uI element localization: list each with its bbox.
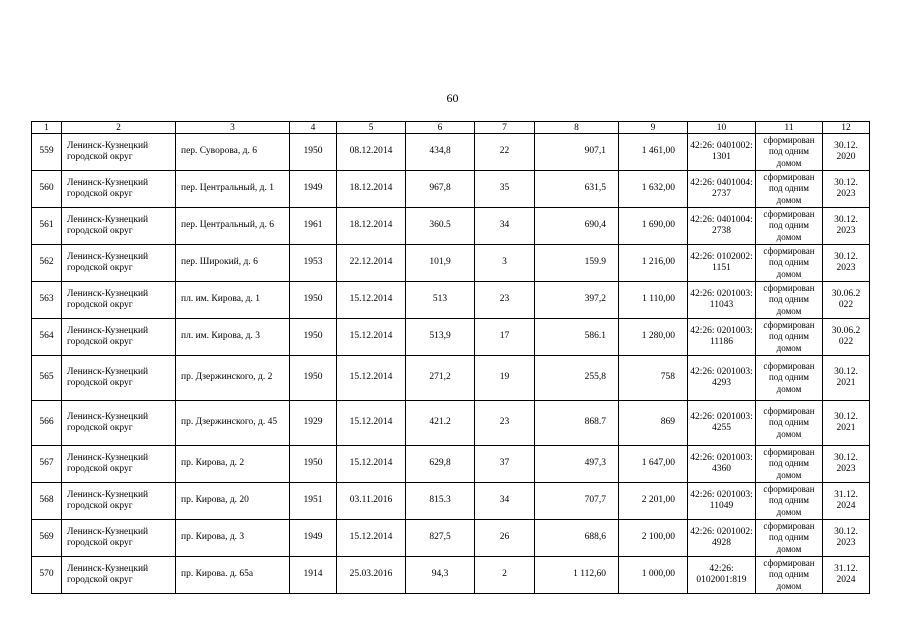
- date-cell: 15.12.2014: [337, 446, 406, 483]
- cadastral-number-cell: 42:26: 0401004: 2737: [688, 171, 756, 208]
- date-cell: 08.12.2014: [337, 134, 406, 171]
- row-number-cell: 569: [32, 520, 62, 557]
- cost-cell: 255,8: [535, 356, 619, 401]
- municipality-cell: Ленинск-Кузнецкий городской округ: [62, 134, 176, 171]
- cost-cell: 707,7: [535, 483, 619, 520]
- row-number-cell: 565: [32, 356, 62, 401]
- deadline-cell: 31.12. 2024: [823, 557, 870, 594]
- build-year-cell: 1950: [290, 134, 337, 171]
- column-header: 6: [406, 122, 475, 134]
- residents-cell: 23: [475, 282, 535, 319]
- residents-cell: 19: [475, 356, 535, 401]
- deadline-cell: 30.12. 2021: [823, 356, 870, 401]
- date-cell: 15.12.2014: [337, 319, 406, 356]
- row-number-cell: 566: [32, 401, 62, 446]
- rate-cell: 869: [619, 401, 688, 446]
- row-number-cell: 570: [32, 557, 62, 594]
- municipality-cell: Ленинск-Кузнецкий городской округ: [62, 446, 176, 483]
- municipality-cell: Ленинск-Кузнецкий городской округ: [62, 520, 176, 557]
- residents-cell: 17: [475, 319, 535, 356]
- row-number-cell: 568: [32, 483, 62, 520]
- land-status-cell: сформирован под одним домом: [756, 282, 823, 319]
- rate-cell: 1 000,00: [619, 557, 688, 594]
- table-row: [32, 356, 870, 401]
- deadline-cell: 31.12. 2024: [823, 483, 870, 520]
- land-status-cell: сформирован под одним домом: [756, 171, 823, 208]
- residents-cell: 26: [475, 520, 535, 557]
- land-status-cell: сформирован под одним домом: [756, 520, 823, 557]
- address-cell: пер. Суворова, д. 6: [176, 134, 290, 171]
- build-year-cell: 1951: [290, 483, 337, 520]
- rate-cell: 1 632,00: [619, 171, 688, 208]
- rate-cell: 758: [619, 356, 688, 401]
- land-status-cell: сформирован под одним домом: [756, 134, 823, 171]
- deadline-cell: 30.12. 2020: [823, 134, 870, 171]
- row-number-cell: 562: [32, 245, 62, 282]
- deadline-cell: 30.06.2 022: [823, 282, 870, 319]
- address-cell: пр. Кирова. д. 65а: [176, 557, 290, 594]
- cadastral-number-cell: 42:26: 0201003: 4293: [688, 356, 756, 401]
- cost-cell: 690,4: [535, 208, 619, 245]
- cost-cell: 631,5: [535, 171, 619, 208]
- area-cell: 434,8: [406, 134, 475, 171]
- page-number: 60: [446, 91, 459, 105]
- cadastral-number-cell: 42:26: 0201003: 11043: [688, 282, 756, 319]
- deadline-cell: 30.12. 2023: [823, 520, 870, 557]
- column-number-row: [32, 122, 870, 134]
- land-status-cell: сформирован под одним домом: [756, 356, 823, 401]
- date-cell: 15.12.2014: [337, 401, 406, 446]
- cadastral-number-cell: 42:26: 0102002: 1151: [688, 245, 756, 282]
- cadastral-number-cell: 42:26: 0401004: 2738: [688, 208, 756, 245]
- table-row: [32, 446, 870, 483]
- area-cell: 421.2: [406, 401, 475, 446]
- build-year-cell: 1961: [290, 208, 337, 245]
- area-cell: 513,9: [406, 319, 475, 356]
- cost-cell: 1 112,60: [535, 557, 619, 594]
- build-year-cell: 1929: [290, 401, 337, 446]
- row-number-cell: 564: [32, 319, 62, 356]
- municipality-cell: Ленинск-Кузнецкий городской округ: [62, 356, 176, 401]
- row-number-cell: 560: [32, 171, 62, 208]
- area-cell: 360.5: [406, 208, 475, 245]
- municipality-cell: Ленинск-Кузнецкий городской округ: [62, 171, 176, 208]
- cadastral-number-cell: 42:26: 0201003: 4255: [688, 401, 756, 446]
- rate-cell: 2 100,00: [619, 520, 688, 557]
- area-cell: 513: [406, 282, 475, 319]
- address-cell: пл. им. Кирова, д. 3: [176, 319, 290, 356]
- residents-cell: 35: [475, 171, 535, 208]
- residents-cell: 22: [475, 134, 535, 171]
- residents-cell: 3: [475, 245, 535, 282]
- address-cell: пр. Кирова, д. 20: [176, 483, 290, 520]
- date-cell: 18.12.2014: [337, 171, 406, 208]
- table-row: [32, 520, 870, 557]
- residents-cell: 23: [475, 401, 535, 446]
- land-status-cell: сформирован под одним домом: [756, 483, 823, 520]
- municipality-cell: Ленинск-Кузнецкий городской округ: [62, 245, 176, 282]
- municipality-cell: Ленинск-Кузнецкий городской округ: [62, 557, 176, 594]
- rate-cell: 2 201,00: [619, 483, 688, 520]
- table-row: [32, 171, 870, 208]
- area-cell: 629,8: [406, 446, 475, 483]
- date-cell: 25.03.2016: [337, 557, 406, 594]
- rate-cell: 1 280,00: [619, 319, 688, 356]
- table-row: [32, 483, 870, 520]
- cadastral-number-cell: 42:26: 0201003: 11049: [688, 483, 756, 520]
- address-cell: пр. Кирова, д. 3: [176, 520, 290, 557]
- area-cell: 94,3: [406, 557, 475, 594]
- cadastral-number-cell: 42:26: 0401002: 1301: [688, 134, 756, 171]
- address-cell: пр. Дзержинского, д. 45: [176, 401, 290, 446]
- column-header: 3: [176, 122, 290, 134]
- column-header: 9: [619, 122, 688, 134]
- address-cell: пл. им. Кирова, д. 1: [176, 282, 290, 319]
- land-status-cell: сформирован под одним домом: [756, 245, 823, 282]
- address-cell: пр. Кирова, д. 2: [176, 446, 290, 483]
- date-cell: 15.12.2014: [337, 520, 406, 557]
- build-year-cell: 1914: [290, 557, 337, 594]
- residents-cell: 2: [475, 557, 535, 594]
- rate-cell: 1 690,00: [619, 208, 688, 245]
- residents-cell: 37: [475, 446, 535, 483]
- address-cell: пер. Центральный, д. 6: [176, 208, 290, 245]
- cadastral-number-cell: 42:26: 0201003: 11186: [688, 319, 756, 356]
- deadline-cell: 30.12. 2023: [823, 245, 870, 282]
- deadline-cell: 30.12. 2023: [823, 171, 870, 208]
- build-year-cell: 1950: [290, 446, 337, 483]
- date-cell: 15.12.2014: [337, 282, 406, 319]
- residents-cell: 34: [475, 208, 535, 245]
- address-cell: пер. Широкий, д. 6: [176, 245, 290, 282]
- cost-cell: 907,1: [535, 134, 619, 171]
- land-status-cell: сформирован под одним домом: [756, 319, 823, 356]
- register-body: [32, 134, 870, 594]
- table-row: [32, 557, 870, 594]
- row-number-cell: 563: [32, 282, 62, 319]
- cost-cell: 868.7: [535, 401, 619, 446]
- cost-cell: 397,2: [535, 282, 619, 319]
- deadline-cell: 30.12. 2023: [823, 446, 870, 483]
- municipality-cell: Ленинск-Кузнецкий городской округ: [62, 319, 176, 356]
- build-year-cell: 1950: [290, 282, 337, 319]
- column-header: 8: [535, 122, 619, 134]
- cost-cell: 688,6: [535, 520, 619, 557]
- table-row: [32, 282, 870, 319]
- table-row: [32, 245, 870, 282]
- area-cell: 827,5: [406, 520, 475, 557]
- date-cell: 18.12.2014: [337, 208, 406, 245]
- rate-cell: 1 216,00: [619, 245, 688, 282]
- municipality-cell: Ленинск-Кузнецкий городской округ: [62, 282, 176, 319]
- row-number-cell: 567: [32, 446, 62, 483]
- date-cell: 03.11.2016: [337, 483, 406, 520]
- rate-cell: 1 461,00: [619, 134, 688, 171]
- area-cell: 271,2: [406, 356, 475, 401]
- rate-cell: 1 110,00: [619, 282, 688, 319]
- column-header: 11: [756, 122, 823, 134]
- table-row: [32, 401, 870, 446]
- column-header: 7: [475, 122, 535, 134]
- municipality-cell: Ленинск-Кузнецкий городской округ: [62, 483, 176, 520]
- area-cell: 101,9: [406, 245, 475, 282]
- cost-cell: 159.9: [535, 245, 619, 282]
- land-status-cell: сформирован под одним домом: [756, 208, 823, 245]
- build-year-cell: 1949: [290, 520, 337, 557]
- deadline-cell: 30.12. 2023: [823, 208, 870, 245]
- land-status-cell: сформирован под одним домом: [756, 557, 823, 594]
- residents-cell: 34: [475, 483, 535, 520]
- rate-cell: 1 647,00: [619, 446, 688, 483]
- land-status-cell: сформирован под одним домом: [756, 446, 823, 483]
- deadline-cell: 30.12. 2021: [823, 401, 870, 446]
- cost-cell: 497,3: [535, 446, 619, 483]
- column-header: 12: [823, 122, 870, 134]
- table-row: [32, 134, 870, 171]
- build-year-cell: 1950: [290, 356, 337, 401]
- date-cell: 15.12.2014: [337, 356, 406, 401]
- build-year-cell: 1949: [290, 171, 337, 208]
- table-row: [32, 319, 870, 356]
- address-cell: пер. Центральный, д. 1: [176, 171, 290, 208]
- cadastral-number-cell: 42:26: 0102001:819: [688, 557, 756, 594]
- address-cell: пр. Дзержинского, д. 2: [176, 356, 290, 401]
- cadastral-number-cell: 42:26: 0201003: 4360: [688, 446, 756, 483]
- cost-cell: 586.1: [535, 319, 619, 356]
- cadastral-number-cell: 42:26: 0201002: 4928: [688, 520, 756, 557]
- housing-register-table: [31, 121, 870, 594]
- table-row: [32, 208, 870, 245]
- column-header: 10: [688, 122, 756, 134]
- municipality-cell: Ленинск-Кузнецкий городской округ: [62, 208, 176, 245]
- row-number-cell: 559: [32, 134, 62, 171]
- municipality-cell: Ленинск-Кузнецкий городской округ: [62, 401, 176, 446]
- row-number-cell: 561: [32, 208, 62, 245]
- land-status-cell: сформирован под одним домом: [756, 401, 823, 446]
- date-cell: 22.12.2014: [337, 245, 406, 282]
- area-cell: 815.3: [406, 483, 475, 520]
- column-header: 4: [290, 122, 337, 134]
- build-year-cell: 1953: [290, 245, 337, 282]
- build-year-cell: 1950: [290, 319, 337, 356]
- column-header: 2: [62, 122, 176, 134]
- deadline-cell: 30.06.2 022: [823, 319, 870, 356]
- column-header: 1: [32, 122, 62, 134]
- area-cell: 967,8: [406, 171, 475, 208]
- column-header: 5: [337, 122, 406, 134]
